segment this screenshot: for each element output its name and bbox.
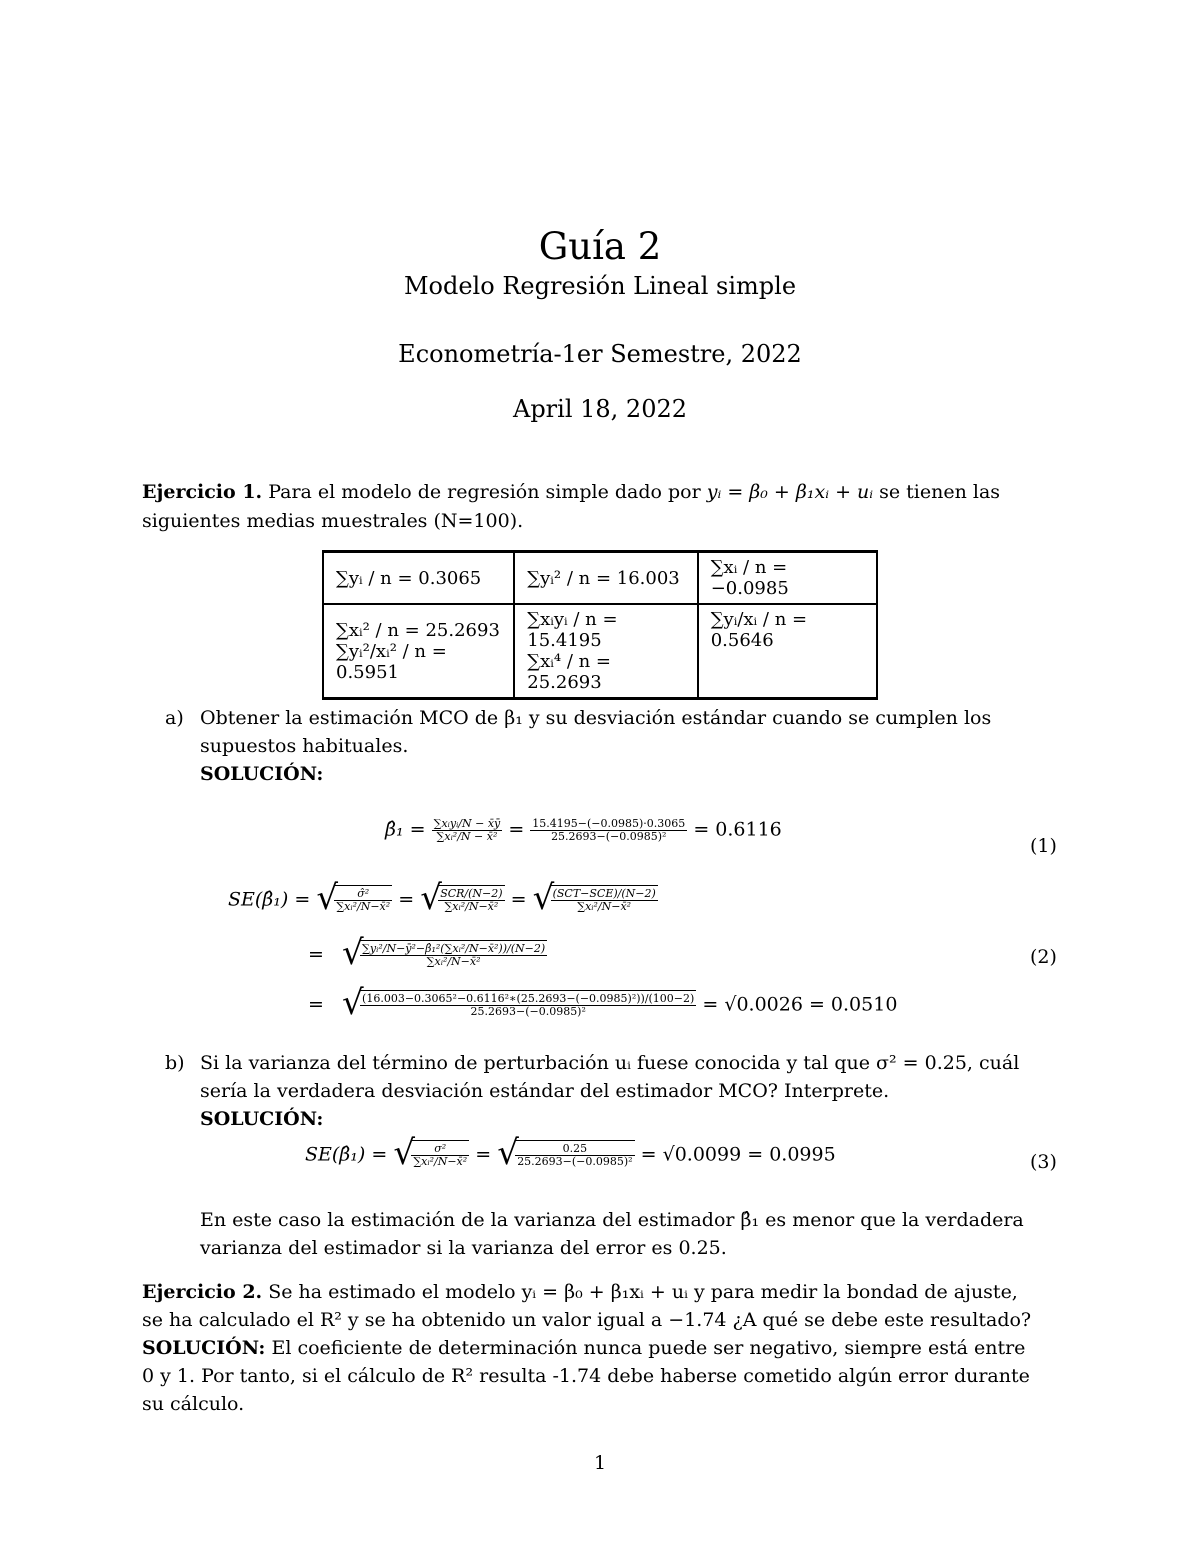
equals-sign: =: [308, 943, 324, 966]
eq2-t3: [551, 888, 658, 913]
eq3-num2: √ 0.25: [515, 1143, 634, 1156]
ex2-line1: [142, 1278, 1072, 1306]
part-b-conclusion1: En este caso la estimación de la varianza del estimador β̂₁ es menor que la verdadera: [200, 1209, 1024, 1231]
eq2-t2-num: √ SCR/(N−2): [440, 887, 503, 900]
eq1-num1: ∑xᵢyᵢ/N − x̄ȳ: [433, 817, 501, 830]
eq2-l3: [360, 993, 696, 1018]
eq1-frac2: [530, 818, 687, 843]
page-number: 1: [593, 1452, 607, 1474]
ex2-line5: su cálculo.: [142, 1393, 245, 1415]
table-row: [323, 604, 877, 699]
eq2-l3-den: 25.2693−(−0.0985)²: [470, 1005, 586, 1018]
part-b-conclusion2: varianza del estimador si la varianza del error es 0.25.: [200, 1237, 727, 1259]
eq1-result: = 0.6116: [693, 818, 782, 841]
part-b-text2: sería la verdadera desviación estándar del estimador MCO? Interprete.: [200, 1080, 890, 1102]
eq1-den2: 25.2693−(−0.0985)²: [551, 830, 667, 843]
eq3-frac1: [411, 1143, 469, 1168]
eq2-l3-num: √ (16.003−0.3065²−0.6116²∗(25.2693−(−0.0985)²))/(100−2): [362, 992, 695, 1005]
eq1-number: (1): [1030, 835, 1057, 857]
table-cell-line: ∑xᵢyᵢ / n = 15.4195: [527, 609, 618, 651]
eq2-t3-den: ∑xᵢ²/N−x̄²: [577, 900, 632, 913]
eq2-t3-num: √ (SCT−SCE)/(N−2): [552, 887, 656, 900]
equation-1: [385, 818, 782, 843]
equation-3: [305, 1140, 836, 1168]
eq3-den2: 25.2693−(−0.0985)²: [517, 1155, 633, 1168]
part-a-text2: supuestos habituales.: [200, 735, 409, 757]
eq1-num2: 15.4195−(−0.0985)·0.3065: [532, 817, 686, 830]
eq2-l3-result: = √0.0026 = 0.0510: [702, 993, 898, 1016]
part-b-text1: Si la varianza del término de perturbación uᵢ fuese conocida y tal que σ² = 0.25, cuál: [200, 1052, 1020, 1074]
eq2-l2-den: ∑xᵢ²/N−x̄²: [426, 955, 481, 968]
table-cell: ∑yᵢ² / n = 16.003: [514, 552, 697, 605]
doc-date: April 18, 2022: [512, 395, 688, 423]
sample-means-table: [322, 550, 878, 700]
table-cell: ∑xᵢ / n = −0.0985: [698, 552, 877, 605]
ex1-model: yᵢ = β₀ + β₁xᵢ + uᵢ: [706, 481, 874, 503]
ex1-intro: [142, 478, 1062, 506]
equals-sign: =: [398, 888, 415, 911]
table-cell: ∑yᵢ/xᵢ / n = 0.5646: [698, 604, 877, 699]
table-cell-line: ∑xᵢ⁴ / n = 25.2693: [527, 651, 612, 693]
equals-sign: =: [475, 1143, 492, 1166]
ex2-solution: SOLUCIÓN:: [142, 1337, 266, 1359]
part-a-solution: SOLUCIÓN:: [200, 763, 324, 785]
doc-subtitle: Modelo Regresión Lineal simple: [403, 272, 797, 300]
eq2-t1: [334, 888, 392, 913]
equals-sign: =: [508, 818, 525, 841]
table-cell: ∑yᵢ / n = 0.3065: [323, 552, 514, 605]
table-cell: [514, 604, 697, 699]
eq1-frac1: [432, 818, 503, 843]
part-b-solution: SOLUCIÓN:: [200, 1108, 324, 1130]
equals-sign: =: [308, 993, 324, 1016]
eq2-number: (2): [1030, 946, 1057, 968]
ex2-line3: [142, 1334, 1072, 1362]
ex2-line2: se ha calculado el R² y se ha obtenido un valor igual a −1.74 ¿A qué se debe este resultado?: [142, 1309, 1032, 1331]
part-b-marker: b): [165, 1052, 185, 1074]
ex2-text1: Se ha estimado el modelo yᵢ = β₀ + β₁xᵢ + uᵢ y para medir la bondad de ajuste,: [268, 1281, 1018, 1303]
table-cell: [323, 604, 514, 699]
eq3-frac2: [515, 1143, 634, 1168]
ex2-label: Ejercicio 2.: [142, 1281, 263, 1303]
eq1-den1: ∑xᵢ²/N − x̄²: [436, 830, 498, 843]
ex1-label: Ejercicio 1.: [142, 481, 263, 503]
eq2-t1-den: ∑xᵢ²/N−x̄²: [336, 900, 391, 913]
equation-2-line3: [308, 990, 897, 1018]
doc-title: Guía 2: [538, 225, 662, 268]
equation-2-line2: [308, 940, 547, 968]
ex2-line4: 0 y 1. Por tanto, si el cálculo de R² resulta -1.74 debe haberse cometido algún error durante: [142, 1365, 1030, 1387]
eq2-t2-den: ∑xᵢ²/N−x̄²: [444, 900, 499, 913]
sqrt: [497, 1140, 634, 1168]
sqrt: [393, 1140, 469, 1168]
eq3-den1: ∑xᵢ²/N−x̄²: [413, 1155, 468, 1168]
table-row: [323, 552, 877, 605]
eq2-t2: [438, 888, 504, 913]
ex2-text3: El coeficiente de determinación nunca puede ser negativo, siempre está entre: [271, 1337, 1026, 1359]
part-a-marker: a): [165, 707, 184, 729]
eq2-lhs: SE(β̂₁) =: [228, 888, 311, 911]
sqrt: [420, 885, 504, 913]
eq2-t1-num: √ σ̂²: [334, 888, 392, 901]
sqrt: [316, 885, 392, 913]
eq3-num1: √ σ²: [411, 1143, 469, 1156]
eq2-l2-num: √ ∑yᵢ²/N−ȳ²−β̂₁²(∑xᵢ²/N−x̄²))/(N−2): [362, 942, 546, 955]
ex1-intro-text: Para el modelo de regresión simple dado por: [268, 481, 701, 503]
table-cell-line: ∑xᵢ² / n = 25.2693: [336, 619, 500, 641]
equation-2-line1: [228, 885, 658, 913]
sqrt: [342, 990, 696, 1018]
eq1-lhs: β̂₁ =: [385, 818, 426, 841]
table-cell-line: ∑yᵢ²/xᵢ² / n = 0.5951: [336, 640, 447, 683]
part-a-text1: Obtener la estimación MCO de β₁ y su desviación estándar cuando se cumplen los: [200, 707, 992, 729]
sqrt: [342, 940, 547, 968]
eq3-number: (3): [1030, 1151, 1057, 1173]
ex1-intro2: siguientes medias muestrales (N=100).: [142, 510, 524, 532]
sqrt: [533, 885, 658, 913]
equals-sign: =: [510, 888, 527, 911]
eq3-result: = √0.0099 = 0.0995: [640, 1143, 836, 1166]
doc-course: Econometría-1er Semestre, 2022: [398, 340, 802, 368]
eq3-lhs: SE(β̂₁) =: [305, 1143, 388, 1166]
ex1-intro-end: se tienen las: [879, 481, 1001, 503]
eq2-l2: [360, 943, 547, 968]
